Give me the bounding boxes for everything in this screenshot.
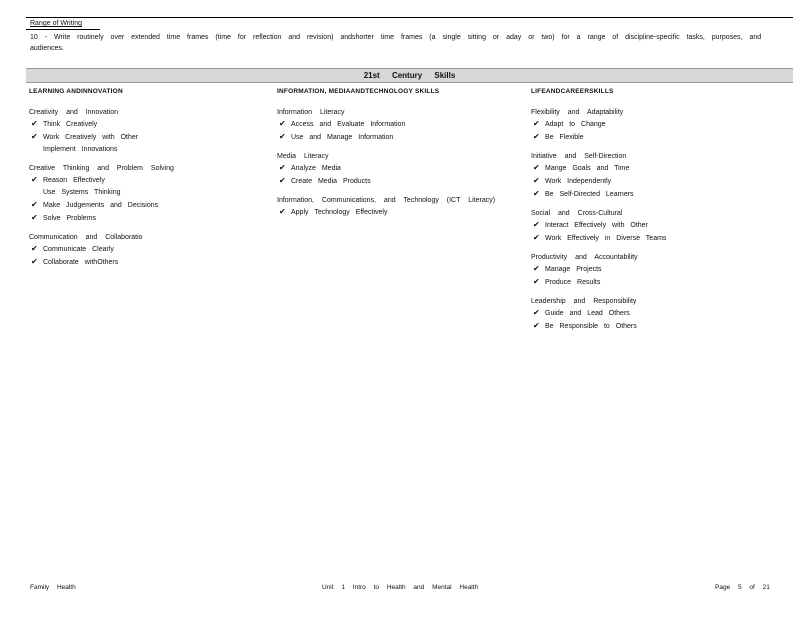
- skill-item: [531, 307, 771, 320]
- skill-item-label: Mange Goals and Time: [545, 165, 630, 172]
- checkmark-icon: ✔: [279, 163, 286, 172]
- skill-item-label: Work Creatively with Other: [43, 134, 139, 141]
- skill-item: [277, 162, 517, 175]
- column-information: [277, 88, 517, 226]
- skill-item: [531, 320, 771, 333]
- skill-item: [29, 118, 259, 131]
- checkmark-icon: ✔: [533, 308, 540, 317]
- skill-group-title: Information, Communications, and Technology (ICT Literacy): [277, 197, 496, 204]
- checkmark-icon: ✔: [31, 175, 38, 184]
- skill-item-label: Manage Projects: [545, 266, 602, 273]
- skill-item: [531, 175, 771, 188]
- skill-item-label: Use Systems Thinking: [43, 189, 121, 196]
- column-heading: INFORMATION, MEDIAANDTECHNOLOGY SKILLS: [277, 88, 440, 95]
- column-life-career: [531, 88, 771, 340]
- checkmark-icon: ✔: [31, 244, 38, 253]
- skill-group: [531, 208, 771, 245]
- skill-item: [29, 144, 259, 156]
- skill-item-label: Use and Manage Information: [291, 134, 394, 141]
- skill-item: [531, 276, 771, 289]
- skill-item-label: Produce Results: [545, 279, 601, 286]
- checkmark-icon: ✔: [31, 119, 38, 128]
- skill-item-label: Be Responsible to Others: [545, 323, 637, 330]
- skill-item: [277, 206, 517, 219]
- checkmark-icon: ✔: [533, 132, 540, 141]
- column-heading: LIFEANDCAREERSKILLS: [531, 88, 614, 95]
- skill-item-label: Access and Evaluate Information: [291, 121, 406, 128]
- skill-item-label: Communicate Clearly: [43, 246, 114, 253]
- skill-group-title: Communication and Collaboratio: [29, 234, 143, 241]
- skills-banner: 21st Century Skills: [26, 68, 793, 83]
- skill-item: [531, 232, 771, 245]
- range-heading-rule: [26, 29, 100, 30]
- checkmark-icon: ✔: [279, 176, 286, 185]
- top-rule: [26, 17, 793, 18]
- skill-group: [29, 163, 259, 225]
- skill-group: [277, 195, 517, 219]
- skill-item: [277, 175, 517, 188]
- column-learning: [29, 88, 259, 276]
- skill-group: [531, 151, 771, 201]
- skill-group-title: Information Literacy: [277, 109, 345, 116]
- checkmark-icon: ✔: [31, 132, 38, 141]
- skill-group: [29, 232, 259, 269]
- skill-item-label: Think Creatively: [43, 121, 98, 128]
- skill-item: [531, 188, 771, 201]
- skill-group-title: Creativity and Innovation: [29, 109, 119, 116]
- skill-item-label: Solve Problems: [43, 215, 97, 222]
- skill-item-label: Apply Technology Effectively: [291, 209, 388, 216]
- skill-item-label: Guide and Lead Others: [545, 310, 630, 317]
- footer-right: Page 5 of 21: [715, 584, 770, 591]
- skill-group: [531, 252, 771, 289]
- checkmark-icon: ✔: [279, 207, 286, 216]
- footer-left: Family Health: [30, 584, 76, 591]
- skill-item-label: Create Media Products: [291, 178, 371, 185]
- checkmark-icon: ✔: [533, 220, 540, 229]
- skill-item: [29, 187, 259, 199]
- checkmark-icon: ✔: [533, 176, 540, 185]
- skill-group-title: Creative Thinking and Problem Solving: [29, 165, 174, 172]
- column-heading: LEARNING ANDINNOVATION: [29, 88, 123, 95]
- skill-item-label: Work Independently: [545, 178, 612, 185]
- checkmark-icon: ✔: [533, 189, 540, 198]
- checkmark-icon: ✔: [31, 200, 38, 209]
- skill-item: [531, 118, 771, 131]
- skill-item-label: Be Flexible: [545, 134, 584, 141]
- skill-item: [531, 219, 771, 232]
- skill-group: [277, 107, 517, 144]
- skill-item-label: Work Effectively in Diverse Teams: [545, 235, 667, 242]
- skill-group: [277, 151, 517, 188]
- skill-item: [29, 131, 259, 144]
- skill-item-label: Be Self-Directed Learners: [545, 191, 634, 198]
- skill-group-title: Social and Cross-Cultural: [531, 210, 623, 217]
- skill-item-label: Analyze Media: [291, 165, 341, 172]
- checkmark-icon: ✔: [533, 163, 540, 172]
- checkmark-icon: ✔: [533, 321, 540, 330]
- skill-group: [531, 107, 771, 144]
- skill-group: [531, 296, 771, 333]
- skill-item: [29, 174, 259, 187]
- skill-item: [29, 256, 259, 269]
- skill-item-label: Collaborate withOthers: [43, 259, 119, 266]
- checkmark-icon: ✔: [533, 264, 540, 273]
- skill-item: [531, 162, 771, 175]
- skill-item-label: Make Judgements and Decisions: [43, 202, 159, 209]
- checkmark-icon: ✔: [31, 257, 38, 266]
- checkmark-icon: ✔: [31, 213, 38, 222]
- skill-item-label: Adapt to Change: [545, 121, 606, 128]
- skill-group-title: Leadership and Responsibility: [531, 298, 637, 305]
- skill-group-title: Flexibility and Adaptability: [531, 109, 624, 116]
- skill-item: [531, 131, 771, 144]
- skill-item-label: Interact Effectively with Other: [545, 222, 648, 229]
- skill-item-label: Reason Effectively: [43, 177, 105, 184]
- checkmark-icon: ✔: [279, 119, 286, 128]
- skill-item: [29, 212, 259, 225]
- checkmark-icon: ✔: [533, 277, 540, 286]
- skill-item: [29, 243, 259, 256]
- skill-group: [29, 107, 259, 156]
- skill-group-title: Productivity and Accountability: [531, 254, 638, 261]
- skill-group-title: Initiative and Self-Direction: [531, 153, 627, 160]
- skill-item: [277, 118, 517, 131]
- footer-center: Unit 1 Intro to Health and Mental Health: [322, 584, 479, 591]
- range-text: 10 - Write routinely over extended time frames (time for reflection and revision) andshorter time frames (a single sitting or aday or two) for a range of discipline-specific tasks, purposes, and audiences.: [30, 34, 762, 52]
- checkmark-icon: ✔: [533, 233, 540, 242]
- skill-item-label: Implement Innovations: [43, 146, 118, 153]
- checkmark-icon: ✔: [279, 132, 286, 141]
- skill-group-title: Media Literacy: [277, 153, 329, 160]
- checkmark-icon: ✔: [533, 119, 540, 128]
- skill-item: [531, 263, 771, 276]
- range-heading: Range of Writing: [30, 20, 83, 27]
- skill-item: [29, 199, 259, 212]
- skill-item: [277, 131, 517, 144]
